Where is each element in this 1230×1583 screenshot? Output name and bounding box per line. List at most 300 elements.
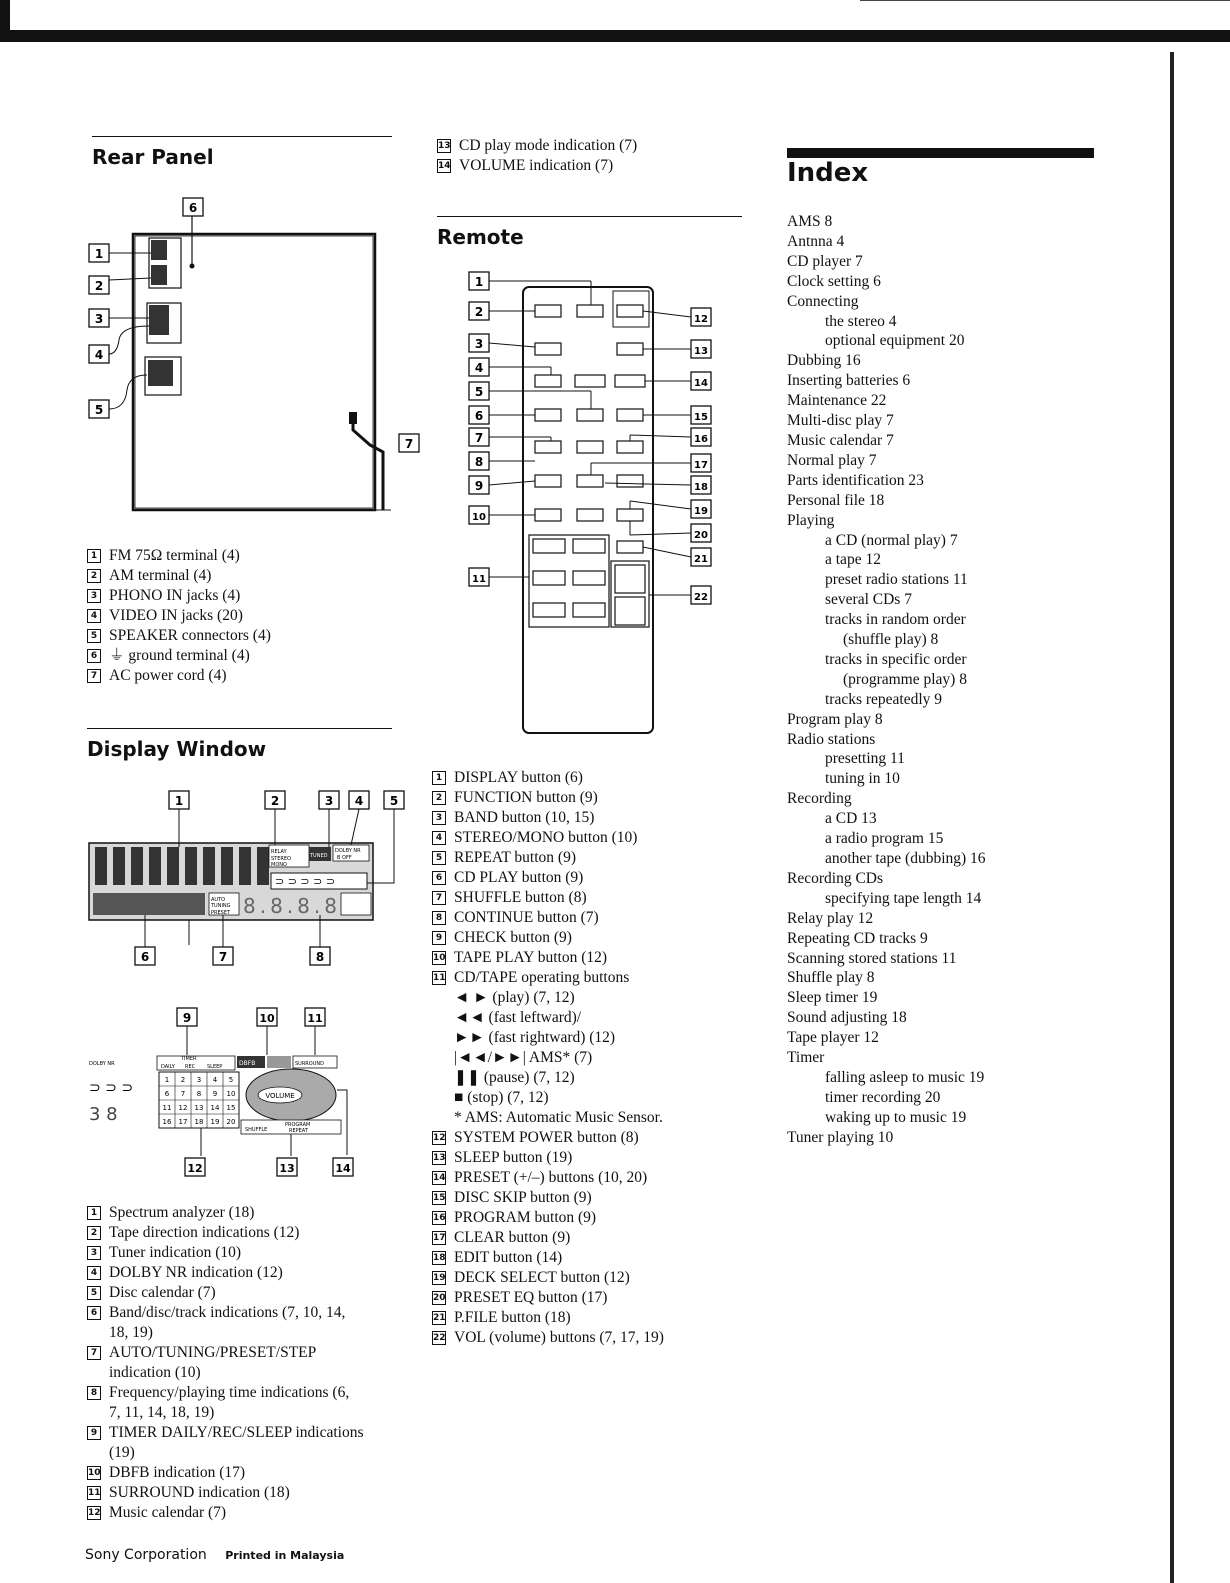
lcd-repeat: REPEAT [289, 1128, 308, 1134]
item-text: SYSTEM POWER button (8) [454, 1129, 639, 1146]
item-number: 21 [433, 1313, 446, 1323]
section-rule [87, 728, 392, 729]
item-number: 5 [432, 851, 446, 865]
calendar-cell: 10 [226, 1090, 236, 1098]
calendar-cell: 1 [164, 1076, 170, 1084]
item-text: CD play mode indication (7) [459, 137, 638, 154]
index-entry: Shuffle play 8 [787, 969, 875, 987]
display-window-diagram [85, 785, 415, 975]
svg-text:6: 6 [474, 409, 484, 423]
index-entry: Playing [787, 511, 835, 529]
index-subentry: presetting 11 [825, 750, 905, 768]
item-number: 4 [87, 609, 101, 623]
lcd-auto: AUTO [211, 897, 226, 903]
svg-text:8.8.8.8: 8.8.8.8 [243, 894, 341, 918]
index-entry: Repeating CD tracks 9 [787, 929, 928, 947]
index-subentry: another tape (dubbing) 16 [825, 850, 986, 867]
display-window-detail-diagram [85, 1000, 385, 1185]
index-subentry: a CD 13 [825, 810, 877, 828]
list-item [432, 808, 752, 828]
svg-text:8: 8 [315, 950, 325, 964]
lcd-daily: DAILY [161, 1064, 175, 1070]
item-number: 1 [432, 771, 446, 785]
item-number: 2 [87, 1226, 101, 1240]
section-rule [92, 136, 392, 137]
item-text: |◄◄/►►| AMS* (7) [454, 1049, 593, 1066]
item-text: ►► (fast rightward) (12) [454, 1029, 616, 1046]
lcd-dolby-small: DOLBY NR [89, 1061, 115, 1067]
remote-list [432, 768, 752, 1348]
list-item-continuation [87, 1363, 392, 1383]
item-text: AC power cord (4) [109, 667, 227, 684]
svg-text:3 8: 3 8 [89, 1104, 118, 1125]
item-text: PROGRAM button (9) [454, 1209, 597, 1226]
index-entry: Maintenance 22 [787, 392, 887, 410]
index-entry: Music calendar 7 [787, 431, 894, 449]
lcd-volume: VOLUME [265, 1092, 295, 1100]
calendar-cell: 12 [178, 1104, 188, 1112]
item-text: DBFB indication (17) [109, 1464, 246, 1481]
index-subentry: tracks repeatedly 9 [825, 690, 943, 708]
index-entry: Tuner playing 10 [787, 1128, 894, 1146]
item-text: (19) [109, 1444, 135, 1461]
svg-text:3: 3 [474, 337, 484, 351]
calendar-cell: 15 [226, 1104, 236, 1112]
calendar-cell: 4 [212, 1076, 218, 1084]
svg-text:7: 7 [474, 431, 484, 445]
list-item [432, 1328, 752, 1348]
svg-text:12: 12 [694, 314, 708, 325]
calendar-cell: 14 [210, 1104, 220, 1112]
index-entry: Recording [787, 790, 852, 808]
calendar-cell: 19 [210, 1118, 220, 1126]
item-text: DOLBY NR indication (12) [109, 1264, 283, 1281]
item-number: 8 [87, 1386, 101, 1400]
footer-printed: Printed in Malaysia [225, 1549, 345, 1562]
item-text: PRESET EQ button (17) [454, 1289, 608, 1306]
footer-company: Sony Corporation [85, 1547, 207, 1563]
remote-title: Remote [437, 225, 524, 249]
list-item [87, 1243, 392, 1263]
svg-text:7: 7 [218, 950, 228, 964]
svg-text:10: 10 [259, 1012, 275, 1025]
lcd-dolby: DOLBY NR [335, 848, 361, 854]
svg-text:2: 2 [474, 305, 484, 319]
item-number: 3 [87, 1246, 101, 1260]
rear-panel-title: Rear Panel [92, 145, 214, 169]
list-item [87, 1383, 392, 1403]
list-item [87, 1203, 392, 1223]
list-subitem [432, 1028, 752, 1048]
item-number: 11 [433, 973, 446, 983]
svg-text:22: 22 [694, 592, 708, 603]
list-item-continuation [87, 1403, 392, 1423]
svg-text:11: 11 [307, 1012, 323, 1025]
item-text: VIDEO IN jacks (20) [109, 607, 243, 624]
item-text: SPEAKER connectors (4) [109, 627, 271, 644]
item-number: 20 [433, 1293, 446, 1303]
calendar-cell: 2 [180, 1076, 186, 1084]
item-text: 18, 19) [109, 1324, 153, 1341]
svg-text:14: 14 [335, 1162, 351, 1175]
svg-text:20: 20 [694, 530, 708, 541]
item-number: 9 [432, 931, 446, 945]
display-window-list-continued [437, 136, 737, 176]
item-text: Disc calendar (7) [109, 1284, 216, 1301]
index-entry: CD player 7 [787, 252, 863, 270]
lcd-tuned: TUNED [310, 853, 328, 859]
list-item-continuation [87, 1323, 392, 1343]
index-entry: Antnna 4 [787, 232, 845, 250]
list-item [87, 1343, 392, 1363]
list-item [432, 1168, 752, 1188]
list-item [87, 1423, 392, 1443]
list-item [87, 566, 387, 586]
item-text: DISPLAY button (6) [454, 769, 583, 786]
item-number: 14 [438, 161, 451, 171]
item-number: 10 [433, 953, 446, 963]
item-number: 13 [433, 1153, 446, 1163]
index-entry: Recording CDs [787, 869, 884, 887]
item-number: 4 [432, 831, 446, 845]
list-item [432, 1188, 752, 1208]
lcd-stereo: STEREO [271, 856, 291, 862]
calendar-cell: 5 [228, 1076, 234, 1084]
index-title-bar [787, 148, 1094, 158]
index-entry: Personal file 18 [787, 491, 885, 509]
list-item [87, 1263, 392, 1283]
list-item [432, 948, 752, 968]
item-text: DECK SELECT button (12) [454, 1269, 630, 1286]
list-item [87, 666, 387, 686]
svg-text:2: 2 [270, 794, 280, 808]
index-entry: Connecting [787, 292, 859, 310]
item-number: 22 [433, 1333, 446, 1343]
item-text: ■ (stop) (7, 12) [454, 1089, 549, 1106]
item-number: 5 [87, 629, 101, 643]
svg-text:11: 11 [472, 574, 486, 585]
item-text: Band/disc/track indications (7, 10, 14, [109, 1304, 346, 1321]
list-item [432, 848, 752, 868]
item-text: * AMS: Automatic Music Sensor. [454, 1109, 663, 1126]
lcd-dbfb: DBFB [239, 1060, 256, 1067]
svg-text:3: 3 [94, 312, 104, 326]
calendar-cell: 7 [180, 1090, 186, 1098]
lcd-preset: PRESET [211, 910, 231, 916]
list-item [432, 828, 752, 848]
item-number: 16 [433, 1213, 446, 1223]
item-number: 9 [87, 1426, 101, 1440]
svg-text:4: 4 [354, 794, 364, 808]
rear-panel-list [87, 546, 387, 686]
index-entry: Dubbing 16 [787, 352, 861, 370]
list-item [87, 646, 387, 666]
svg-text:18: 18 [694, 482, 708, 493]
item-text: P.FILE button (18) [454, 1309, 571, 1326]
remote-button-grid [529, 305, 649, 627]
item-number: 8 [432, 911, 446, 925]
svg-text:5: 5 [389, 794, 399, 808]
list-item [87, 1223, 392, 1243]
list-subitem [432, 1068, 752, 1088]
item-number: 7 [432, 891, 446, 905]
index-subentry: optional equipment 20 [825, 332, 965, 350]
rear-panel-diagram [85, 190, 430, 520]
list-item [432, 1228, 752, 1248]
list-item [432, 1208, 752, 1228]
calendar-cell: 13 [194, 1104, 204, 1112]
item-number: 12 [433, 1133, 446, 1143]
svg-text:6: 6 [140, 950, 150, 964]
item-number: 7 [87, 1346, 101, 1360]
item-number: 17 [433, 1233, 446, 1243]
item-text: ❚❚ (pause) (7, 12) [454, 1069, 575, 1086]
item-number: 1 [87, 1206, 101, 1220]
svg-text:10: 10 [472, 512, 486, 523]
svg-text:12: 12 [187, 1162, 203, 1175]
index-subentry: specifying tape length 14 [825, 889, 982, 907]
list-subitem [432, 988, 752, 1008]
list-item [432, 1308, 752, 1328]
item-number: 14 [433, 1173, 446, 1183]
index-subentry: a radio program 15 [825, 830, 944, 848]
list-item [432, 888, 752, 908]
item-text: Tape direction indications (12) [109, 1224, 300, 1241]
calendar-cell: 17 [178, 1118, 188, 1126]
list-item [87, 1503, 392, 1523]
item-text: EDIT button (14) [454, 1249, 563, 1266]
index-subentry: tracks in specific order [825, 650, 967, 668]
index-subentry: falling asleep to music 19 [825, 1068, 985, 1086]
svg-text:1: 1 [174, 794, 184, 808]
item-text: SURROUND indication (18) [109, 1484, 290, 1501]
index-title: Index [787, 158, 869, 188]
item-text: PRESET (+/–) buttons (10, 20) [454, 1169, 648, 1186]
item-number: 7 [87, 669, 101, 683]
list-item [432, 1128, 752, 1148]
item-number: 12 [88, 1508, 101, 1518]
index-subentry: several CDs 7 [825, 591, 912, 609]
remote-section [437, 216, 742, 249]
svg-text:⊃ ⊃ ⊃: ⊃ ⊃ ⊃ [89, 1080, 134, 1096]
music-calendar-grid [159, 1072, 239, 1128]
svg-text:1: 1 [474, 275, 484, 289]
lcd-program: PROGRAM [285, 1122, 311, 1128]
index-subentry: preset radio stations 11 [825, 571, 968, 589]
index-entry: Inserting batteries 6 [787, 372, 911, 390]
lcd-surround: SURROUND [295, 1061, 324, 1067]
item-text: FUNCTION button (9) [454, 789, 598, 806]
list-item [432, 908, 752, 928]
calendar-cell: 3 [196, 1076, 202, 1084]
svg-text:3: 3 [324, 794, 334, 808]
item-number: 6 [87, 1306, 101, 1320]
rear-panel-section [92, 136, 392, 169]
index-entry: Sleep timer 19 [787, 989, 878, 1007]
svg-text:16: 16 [694, 434, 708, 445]
list-item [432, 788, 752, 808]
item-text: DISC SKIP button (9) [454, 1189, 592, 1206]
list-item [87, 546, 387, 566]
item-number: 3 [432, 811, 446, 825]
list-item-continuation [87, 1443, 392, 1463]
item-text: CLEAR button (9) [454, 1229, 571, 1246]
item-text: VOL (volume) buttons (7, 17, 19) [454, 1329, 664, 1346]
index-entry: Tape player 12 [787, 1029, 879, 1047]
list-item [432, 928, 752, 948]
right-page-edge [1170, 52, 1174, 1583]
item-number: 2 [87, 569, 101, 583]
item-text: indication (10) [109, 1364, 201, 1381]
lcd-mono: MONO [271, 862, 287, 868]
svg-text:⊃ ⊃ ⊃ ⊃ ⊃: ⊃ ⊃ ⊃ ⊃ ⊃ [275, 875, 336, 888]
top-left-mark [0, 0, 10, 36]
item-number: 6 [432, 871, 446, 885]
svg-text:19: 19 [694, 506, 708, 517]
calendar-cell: 20 [226, 1118, 236, 1126]
svg-text:17: 17 [694, 460, 708, 471]
item-text: TAPE PLAY button (12) [454, 949, 608, 966]
item-text: ◄◄ (fast leftward)/ [454, 1009, 582, 1026]
list-item [432, 768, 752, 788]
list-item [87, 1483, 392, 1503]
list-item [87, 1303, 392, 1323]
svg-text:5: 5 [474, 385, 484, 399]
lcd-relay: RELAY [271, 849, 287, 855]
calendar-cell: 16 [162, 1118, 172, 1126]
index-subentry: timer recording 20 [825, 1088, 941, 1106]
item-number: 4 [87, 1266, 101, 1280]
footnote [432, 1108, 752, 1128]
item-number: 1 [87, 549, 101, 563]
index-entry: Program play 8 [787, 710, 883, 728]
item-number: 6 [87, 649, 101, 663]
item-number: 5 [87, 1286, 101, 1300]
list-item [87, 626, 387, 646]
top-border-bar [0, 30, 1230, 42]
item-text: Music calendar (7) [109, 1504, 227, 1521]
svg-text:1: 1 [94, 247, 104, 261]
item-text: REPEAT button (9) [454, 849, 576, 866]
list-subitem [432, 1008, 752, 1028]
item-text: CD PLAY button (9) [454, 869, 584, 886]
item-text: CD/TAPE operating buttons [454, 969, 630, 986]
item-text: CONTINUE button (7) [454, 909, 599, 926]
display-window-list [87, 1203, 392, 1523]
item-text: Tuner indication (10) [109, 1244, 242, 1261]
index-subentry: a tape 12 [825, 551, 881, 569]
item-number: 19 [433, 1273, 446, 1283]
svg-text:4: 4 [94, 348, 104, 362]
item-number: 15 [433, 1193, 446, 1203]
svg-text:14: 14 [694, 378, 708, 389]
calendar-cell: 9 [212, 1090, 218, 1098]
index-entry: Timer [787, 1049, 825, 1067]
item-number: 11 [88, 1488, 101, 1498]
footer [85, 1547, 344, 1563]
list-item [432, 1268, 752, 1288]
item-text: FM 75Ω terminal (4) [109, 547, 240, 564]
list-item [432, 1248, 752, 1268]
index-list [787, 212, 986, 1148]
list-item [432, 968, 752, 988]
svg-text:9: 9 [182, 1011, 192, 1025]
list-item [432, 1148, 752, 1168]
item-text: Frequency/playing time indications (6, [109, 1384, 350, 1401]
svg-text:13: 13 [279, 1162, 295, 1175]
index-entry: Relay play 12 [787, 909, 874, 927]
lcd-sleep: SLEEP [207, 1064, 223, 1070]
index-subentry: tracks in random order [825, 611, 966, 629]
index-subentry: waking up to music 19 [825, 1108, 967, 1126]
item-text: BAND button (10, 15) [454, 809, 595, 826]
index-subentry: tuning in 10 [825, 770, 900, 788]
svg-text:9: 9 [474, 479, 484, 493]
index-subentry: the stereo 4 [825, 312, 897, 330]
item-text: SHUFFLE button (8) [454, 889, 587, 906]
item-text: STEREO/MONO button (10) [454, 829, 638, 846]
index-subentry: (programme play) 8 [843, 670, 967, 688]
item-number: 3 [87, 589, 101, 603]
list-item [432, 868, 752, 888]
svg-text:8: 8 [474, 455, 484, 469]
list-subitem [432, 1048, 752, 1068]
item-number: 2 [432, 791, 446, 805]
svg-text:4: 4 [474, 361, 484, 375]
index-entry: Normal play 7 [787, 451, 877, 469]
list-item [87, 1283, 392, 1303]
calendar-cell: 11 [162, 1104, 172, 1112]
remote-diagram [465, 265, 720, 740]
list-item [87, 606, 387, 626]
list-item [437, 136, 737, 156]
item-text: AM terminal (4) [109, 567, 212, 584]
item-text: TIMER DAILY/REC/SLEEP indications [109, 1424, 364, 1441]
list-item [87, 586, 387, 606]
svg-text:21: 21 [694, 554, 708, 565]
svg-text:2: 2 [94, 279, 104, 293]
display-window-section [87, 728, 392, 761]
calendar-cell: 18 [194, 1118, 204, 1126]
display-window-title: Display Window [87, 737, 267, 761]
item-text: CHECK button (9) [454, 929, 572, 946]
index-entry: Multi-disc play 7 [787, 412, 894, 430]
index-entry: Sound adjusting 18 [787, 1009, 907, 1027]
index-entry: Clock setting 6 [787, 272, 881, 290]
item-text: ⏚ ground terminal (4) [109, 647, 250, 664]
svg-text:5: 5 [94, 403, 104, 417]
lcd-tuning: TUNING [211, 903, 231, 909]
item-text: AUTO/TUNING/PRESET/STEP [109, 1344, 317, 1361]
calendar-cell: 8 [196, 1090, 202, 1098]
section-rule [437, 216, 742, 217]
svg-text:13: 13 [694, 346, 708, 357]
list-subitem [432, 1088, 752, 1108]
item-text: SLEEP button (19) [454, 1149, 573, 1166]
list-item [87, 1463, 392, 1483]
lcd-timer: TIMER [181, 1056, 197, 1062]
index-entry: AMS 8 [787, 213, 833, 230]
svg-text:7: 7 [404, 437, 414, 451]
svg-text:6: 6 [188, 201, 198, 215]
list-item [437, 156, 737, 176]
lcd-boff: B OFF [337, 855, 352, 861]
index-subentry: (shuffle play) 8 [843, 631, 939, 649]
item-text: PHONO IN jacks (4) [109, 587, 241, 604]
index-entry: Scanning stored stations 11 [787, 949, 957, 967]
list-item [432, 1288, 752, 1308]
index-subentry: a CD (normal play) 7 [825, 531, 958, 549]
